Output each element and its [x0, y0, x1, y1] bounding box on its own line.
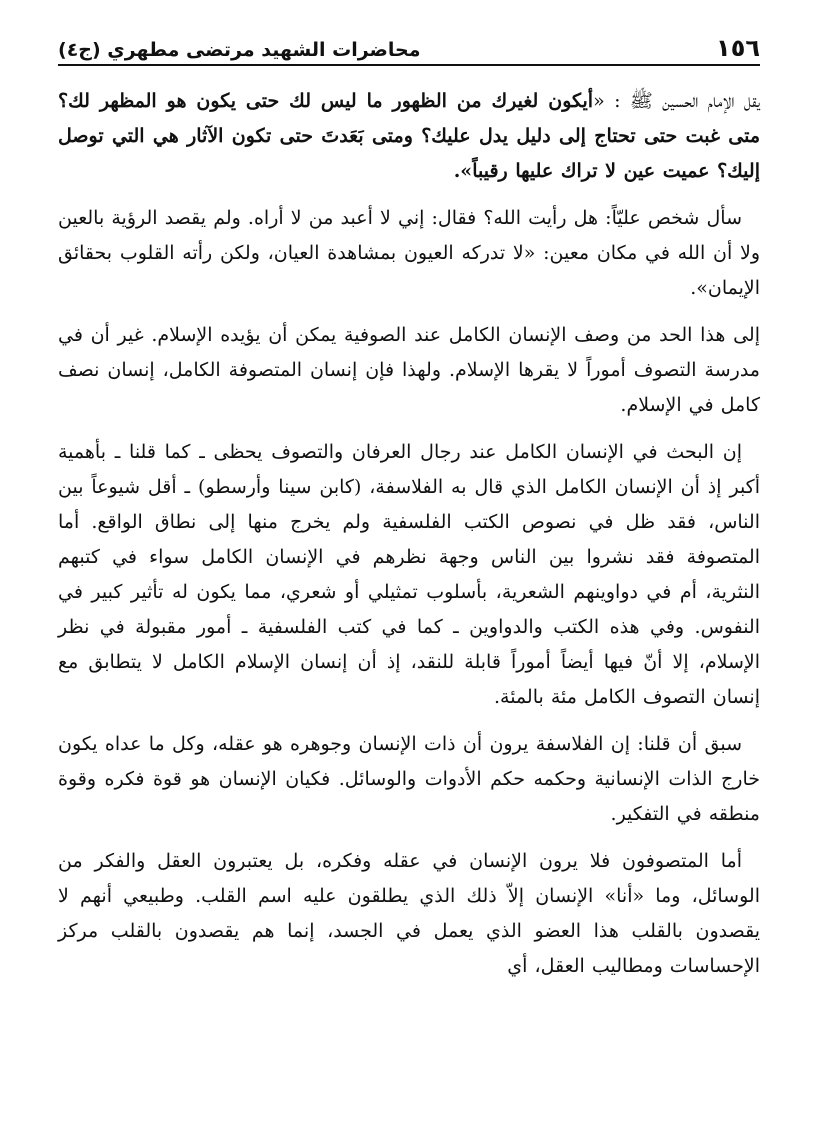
page-number: ١٥٦ — [716, 34, 760, 62]
quote-text: أيكون لغيرك من الظهور ما ليس لك حتى يكون هو المظهر لك؟ متى غبت حتى تحتاج إلى دليل يدل عليك؟ ومتى بَعَدتَ حتى تكون الآثار هي التي توصل إليك؟ عميت عين لا تراك عليها رقيباً — [58, 90, 760, 182]
paragraph-quote-imam-hussein — [58, 84, 760, 189]
quote-lead: يقل الإمام الحسين ﷺ : « — [593, 90, 760, 112]
paragraph: سبق أن قلنا: إن الفلاسفة يرون أن ذات الإنسان وجوهره هو عقله، وكل ما عداه يكون خارج الذات الإنسانية وحكمه حكم الأدوات والوسائل. فكيان الإنسان هو قوة فكره وقوة منطقه في التفكير. — [58, 733, 760, 825]
paragraph: إن البحث في الإنسان الكامل عند رجال العرفان والتصوف يحظى ـ كما قلنا ـ بأهمية أكبر إذ أن الإنسان الكامل الذي قال به الفلاسفة، (كابن سينا وأرسطو) ـ أقل شيوعاً بين الناس، فقد ظل في نصوص الكتب الفلسفية ولم يخرج منها إلى نطاق الواقع. أما المتصوفة فقد نشروا بين الناس وجهة نظرهم في الإنسان الكامل سواء في كتبهم النثرية، أم في دواوينهم الشعرية، بأسلوب تمثيلي أو شعري، مما يكون له تأثير كبير في النفوس. وفي هذه الكتب والدواوين ـ كما في كتب الفلسفية ـ أمور مقبولة في نظر الإسلام، إلا أنّ فيها أيضاً أموراً قابلة للنقد، إذ أن إنسان الإسلام الكامل لا يتطابق مع إنسان التصوف الكامل مئة بالمئة. — [58, 441, 760, 708]
running-title: محاضرات الشهيد مرتضى مطهري (ج٤) — [58, 39, 421, 61]
book-page — [58, 22, 760, 996]
paragraph: أما المتصوفون فلا يرون الإنسان في عقله وفكره، بل يعتبرون العقل والفكر من الوسائل، وما «أنا» الإنسان إلاّ ذلك الذي يطلقون عليه اسم القلب. وطبيعي أنهم لا يقصدون بالقلب هذا العضو الذي يعمل في الجسد، إنما هم يقصدون بالقلب مركز الإحساسات ومطاليب العقل، أي — [58, 850, 760, 977]
page-header — [58, 22, 760, 66]
paragraph: إلى هذا الحد من وصف الإنسان الكامل عند الصوفية يمكن أن يؤيده الإسلام. غير أن في مدرسة التصوف أموراً لا يقرها الإسلام. ولهذا فإن إنسان المتصوفة الكامل، إنسان نصف كامل في الإسلام. — [58, 324, 760, 416]
paragraph: سأل شخص عليّاً: هل رأيت الله؟ فقال: إني لا أعبد من لا أراه. ولم يقصد الرؤية بالعين ولا أن الله في مكان معين: «لا تدركه العيون بمشاهدة العيان، ولكن رأته القلوب بحقائق الإيمان». — [58, 207, 760, 299]
quote-tail: ». — [453, 160, 473, 182]
page-body — [58, 84, 760, 984]
